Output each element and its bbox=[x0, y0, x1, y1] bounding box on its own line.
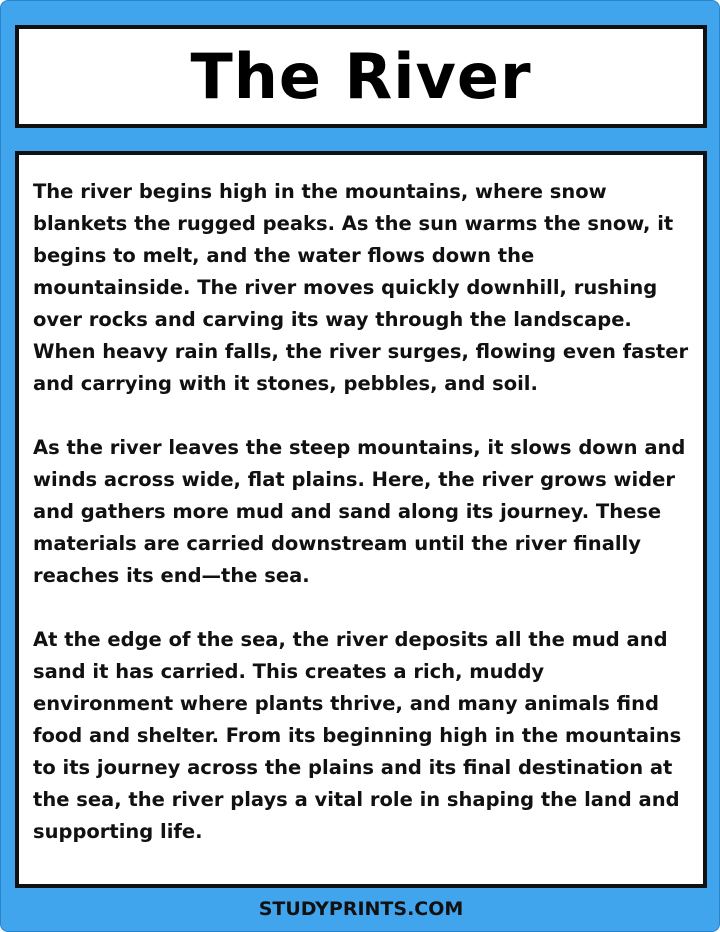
footer-site-label: STUDYPRINTS.COM bbox=[258, 898, 464, 920]
paragraph-mountains: The river begins high in the mountains, where snow blankets the rugged peaks. As the sun warms the snow, it begins to melt, and the water flows down the mountainside. The river moves quickly downhill, rushing over rocks and carving its way through the landscape. When heavy rain falls, the river surges, flowing even faster and carrying with it stones, pebbles, and soil. bbox=[33, 180, 689, 395]
footer bbox=[1, 894, 720, 924]
paragraph-sea: At the edge of the sea, the river deposits all the mud and sand it has carried. This creates a rich, muddy environment where plants thrive, and many animals find food and shelter. From its beginning high in the mountains to its journey across the plains and its final destination at the sea, the river plays a vital role in shaping the land and supporting life. bbox=[33, 628, 682, 843]
page-title: The River bbox=[190, 39, 532, 113]
reading-passage bbox=[15, 151, 707, 888]
title-box bbox=[15, 25, 707, 128]
paragraph-plains: As the river leaves the steep mountains, it slows down and winds across wide, flat plains. Here, the river grows wider and gathers more mud and sand along its journey. These materials are carried downstream until the river finally reaches its end—the sea. bbox=[33, 436, 686, 587]
